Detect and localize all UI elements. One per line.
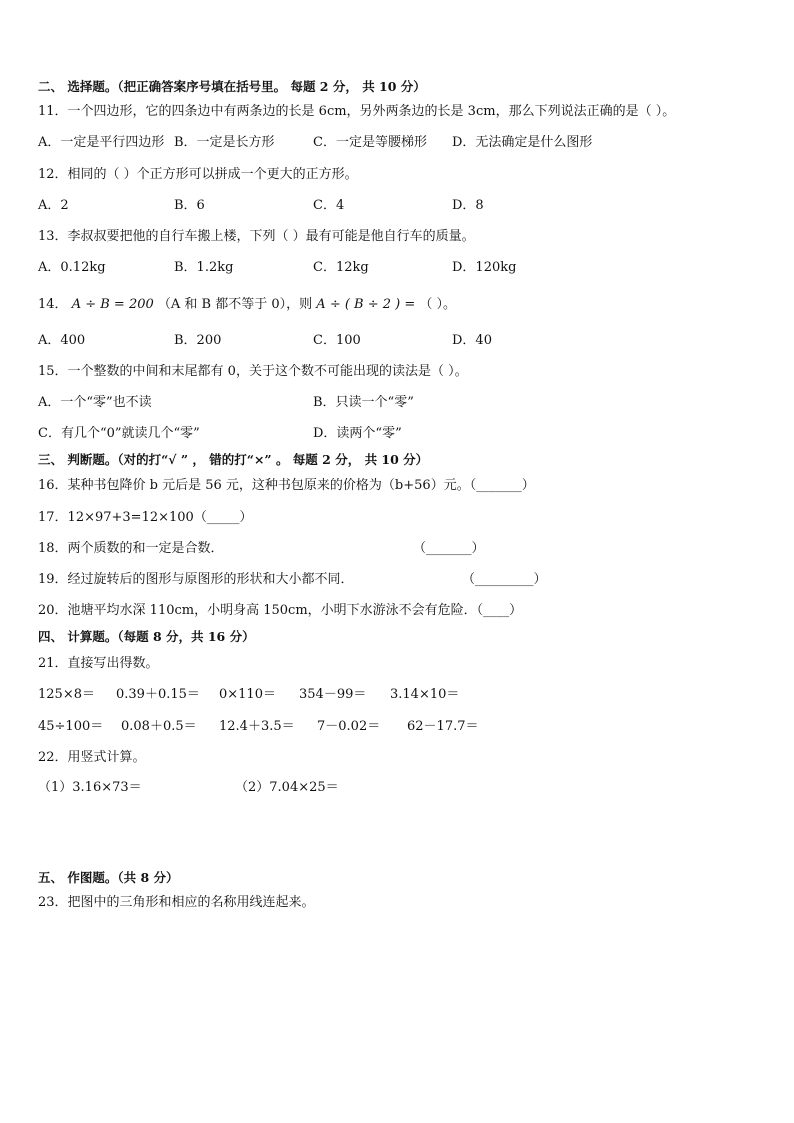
q14-option-d: D．40 — [452, 333, 492, 348]
question-16: 16．某种书包降价 b 元后是 56 元，这种书包原来的价格为（b+56）元。（_______） — [38, 478, 535, 493]
q15-option-c: C．有几个“0”就读几个“零” — [38, 426, 200, 441]
q12-option-c: C．4 — [313, 198, 345, 213]
q15-option-d: D．读两个“零” — [313, 426, 402, 441]
q22-item-1: （1）3.16×73＝ — [38, 780, 142, 795]
q14-formula-2: A ÷ ( B ÷ 2 ) = — [316, 297, 416, 312]
section-5-title: 五、 作图题。（共 8 分） — [38, 870, 179, 885]
q22-item-2: （2）7.04×25＝ — [235, 780, 339, 795]
question-13-stem: 13．李叔叔要把他的自行车搬上楼，下列（ ）最有可能是他自行车的质量。 — [38, 229, 475, 244]
question-15-stem: 15．一个整数的中间和末尾都有 0，关于这个数不可能出现的读法是（ ）。 — [38, 364, 468, 379]
question-18: 18．两个质数的和一定是合数． — [38, 541, 224, 556]
q13-option-b: B．1.2kg — [174, 260, 234, 275]
question-20: 20．池塘平均水深 110cm，小明身高 150cm，小明下水游泳不会有危险．（____） — [38, 603, 523, 618]
q11-option-a: A．一定是平行四边形 — [38, 135, 165, 150]
q11-option-d: D．无法确定是什么图形 — [452, 135, 593, 150]
q14-formula-1: A ÷ B = 200 — [71, 297, 154, 312]
calc-1: 125×8＝ — [38, 687, 95, 702]
calc-3: 0×110＝ — [219, 687, 276, 702]
question-11-stem: 11．一个四边形，它的四条边中有两条边的长是 6cm，另外两条边的长是 3cm，那么下列说法正确的是（ ）。 — [38, 104, 676, 119]
calc-9: 7－0.02＝ — [317, 719, 381, 734]
q13-option-a: A．0.12kg — [38, 260, 106, 275]
question-14-stem — [38, 296, 456, 314]
q14-condition: （A 和 B 都不等于 0），则 — [157, 297, 313, 312]
q14-option-a: A．400 — [38, 333, 86, 348]
q12-option-d: D．8 — [452, 198, 484, 213]
q13-option-d: D．120kg — [452, 260, 517, 275]
q11-option-c: C．一定是等腰梯形 — [313, 135, 427, 150]
q14-option-b: B．200 — [174, 333, 222, 348]
question-17: 17．12×97+3=12×100（_____） — [38, 510, 253, 525]
calc-8: 12.4＋3.5＝ — [219, 719, 295, 734]
section-4-title: 四、 计算题。（每题 8 分，共 16 分） — [38, 629, 255, 644]
q19-answer-blank: （_________） — [462, 572, 547, 587]
question-12-stem: 12．相同的（ ）个正方形可以拼成一个更大的正方形。 — [38, 167, 358, 182]
section-3-title: 三、 判断题。（对的打“√ ” ， 错的打“×” 。 每题 2 分， 共 10 分） — [38, 452, 429, 467]
q13-option-c: C．12kg — [313, 260, 369, 275]
q12-option-b: B．6 — [174, 198, 205, 213]
calc-6: 45÷100＝ — [38, 719, 104, 734]
question-19: 19．经过旋转后的图形与原图形的形状和大小都不同． — [38, 572, 354, 587]
q15-option-a: A．一个“零”也不读 — [38, 395, 152, 410]
q14-blank: （ ）。 — [419, 297, 457, 312]
q12-option-a: A．2 — [38, 198, 69, 213]
question-21: 21．直接写出得数。 — [38, 656, 159, 671]
question-22: 22．用竖式计算。 — [38, 750, 146, 765]
calc-10: 62－17.7＝ — [407, 719, 479, 734]
q15-option-b: B．只读一个“零” — [313, 395, 414, 410]
q14-option-c: C．100 — [313, 333, 361, 348]
section-2-title: 二、 选择题。（把正确答案序号填在括号里。 每题 2 分， 共 10 分） — [38, 79, 426, 94]
calc-7: 0.08＋0.5＝ — [121, 719, 197, 734]
calc-5: 3.14×10＝ — [390, 687, 460, 702]
q11-option-b: B．一定是长方形 — [174, 135, 275, 150]
q14-number: 14． — [38, 297, 68, 312]
q18-answer-blank: （_______） — [413, 541, 485, 556]
question-23: 23．把图中的三角形和相应的名称用线连起来。 — [38, 895, 315, 910]
calc-2: 0.39＋0.15＝ — [116, 687, 200, 702]
calc-4: 354－99＝ — [299, 687, 367, 702]
